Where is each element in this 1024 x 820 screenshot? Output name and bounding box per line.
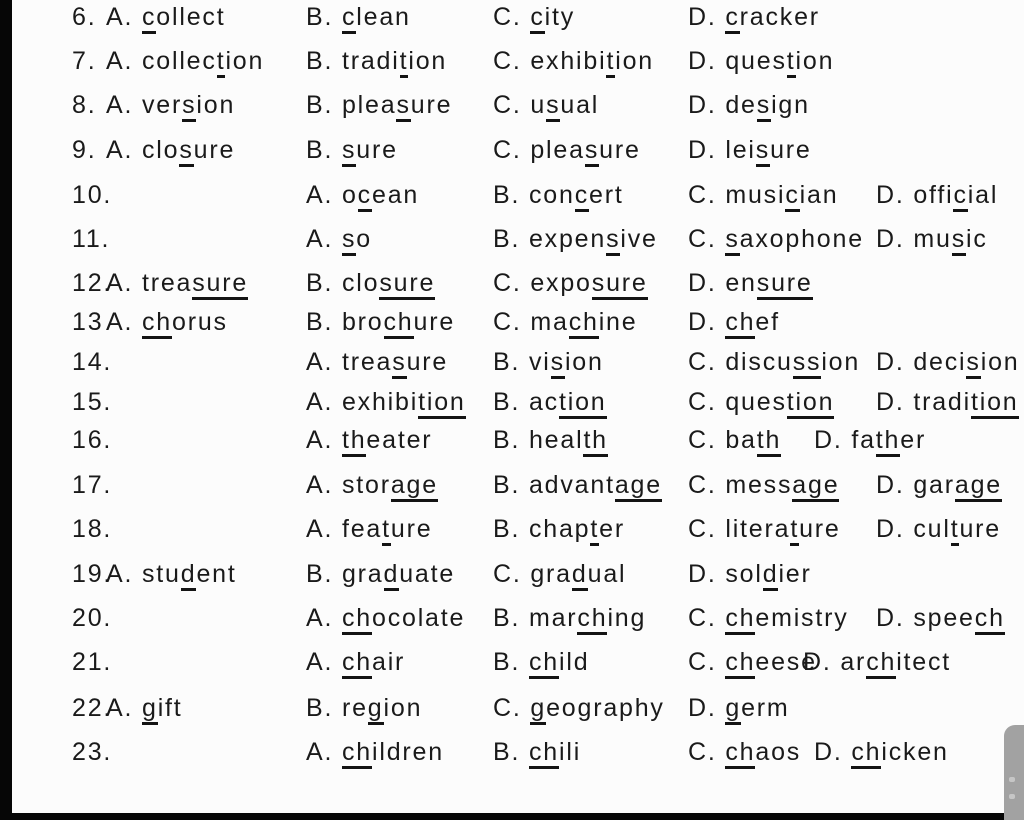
underlined-letters: th xyxy=(583,426,607,457)
underlined-letters: s xyxy=(966,348,980,379)
underlined-letters: ch xyxy=(342,648,372,679)
option-a: A. collect xyxy=(106,2,225,32)
option-d: D. music xyxy=(876,224,988,254)
option-c: C. geography xyxy=(493,693,665,723)
underlined-letters: th xyxy=(876,426,900,457)
underlined-letters: ch xyxy=(529,738,559,769)
underlined-letters: c xyxy=(342,3,356,34)
question-number: 18. xyxy=(72,515,113,543)
underlined-letters: s xyxy=(757,91,771,122)
underlined-letters: g xyxy=(142,694,158,725)
option-a: A. gift xyxy=(106,693,183,723)
underlined-letters: th xyxy=(342,426,366,457)
option-d: D. tradition xyxy=(876,387,1019,417)
option-a: A. treasure xyxy=(106,268,248,298)
option-c: C. exhibition xyxy=(493,46,654,76)
question-row xyxy=(0,559,1024,589)
option-b: B. sure xyxy=(306,135,398,165)
scroll-handle-dot-icon xyxy=(1009,794,1015,799)
underlined-letters: age xyxy=(955,471,1002,502)
underlined-letters: d xyxy=(181,560,197,591)
option-b: B. concert xyxy=(493,180,624,210)
underlined-letters: g xyxy=(368,694,384,725)
option-a: A. treasure xyxy=(306,347,448,377)
option-b: B. health xyxy=(493,425,608,455)
question-row xyxy=(0,737,1024,767)
option-d: D. soldier xyxy=(688,559,812,589)
underlined-letters: t xyxy=(787,47,796,78)
question-row xyxy=(0,514,1024,544)
question-number: 12. xyxy=(72,269,113,297)
question-number: 9. xyxy=(72,136,97,164)
question-number: 8. xyxy=(72,91,97,119)
option-d: D. garage xyxy=(876,470,1002,500)
underlined-letters: s xyxy=(546,91,560,122)
underlined-letters: d xyxy=(384,560,400,591)
underlined-letters: ch xyxy=(975,604,1005,635)
question-row xyxy=(0,693,1024,723)
underlined-letters: ch xyxy=(725,308,755,339)
option-b: B. region xyxy=(306,693,422,723)
question-row xyxy=(0,307,1024,337)
option-d: D. culture xyxy=(876,514,1001,544)
underlined-letters: t xyxy=(217,47,226,78)
option-a: A. storage xyxy=(306,470,438,500)
scroll-handle-dot-icon xyxy=(1009,777,1015,782)
question-number: 7. xyxy=(72,47,97,75)
option-b: B. brochure xyxy=(306,307,455,337)
option-d: D. official xyxy=(876,180,998,210)
question-number: 15. xyxy=(72,388,113,416)
option-b: B. tradition xyxy=(306,46,447,76)
option-a: A. exhibition xyxy=(306,387,466,417)
question-row xyxy=(0,347,1024,377)
underlined-letters: tion xyxy=(971,388,1019,419)
option-a: A. version xyxy=(106,90,235,120)
option-c: C. question xyxy=(688,387,834,417)
question-number: 22. xyxy=(72,694,113,722)
question-number: 23. xyxy=(72,738,113,766)
option-c: C. literature xyxy=(688,514,841,544)
underlined-letters: s xyxy=(952,225,966,256)
option-b: B. action xyxy=(493,387,607,417)
question-row xyxy=(0,603,1024,633)
option-b: B. child xyxy=(493,647,589,677)
question-row xyxy=(0,470,1024,500)
underlined-letters: tion xyxy=(418,388,466,419)
underlined-letters: s xyxy=(606,225,620,256)
question-number: 17. xyxy=(72,471,113,499)
option-c: C. exposure xyxy=(493,268,648,298)
underlined-letters: c xyxy=(358,181,372,212)
option-c: C. message xyxy=(688,470,839,500)
underlined-letters: c xyxy=(530,3,544,34)
underlined-letters: g xyxy=(725,694,741,725)
question-number: 14. xyxy=(72,348,113,376)
option-a: A. student xyxy=(106,559,237,589)
option-b: B. pleasure xyxy=(306,90,452,120)
underlined-letters: ch xyxy=(866,648,896,679)
underlined-letters: s xyxy=(551,348,565,379)
option-c: C. machine xyxy=(493,307,637,337)
option-b: B. chili xyxy=(493,737,581,767)
question-row xyxy=(0,268,1024,298)
underlined-letters: sure xyxy=(592,269,648,300)
option-c: C. pleasure xyxy=(493,135,641,165)
option-d: D. germ xyxy=(688,693,790,723)
underlined-letters: ch xyxy=(342,604,372,635)
left-border-bar xyxy=(0,0,12,820)
option-d: D. cracker xyxy=(688,2,820,32)
underlined-letters: c xyxy=(142,3,156,34)
option-b: B. marching xyxy=(493,603,646,633)
underlined-letters: d xyxy=(572,560,588,591)
question-number: 13 xyxy=(72,308,104,336)
option-a: A. ocean xyxy=(306,180,419,210)
underlined-letters: c xyxy=(785,181,799,212)
bottom-border-bar xyxy=(0,813,1024,820)
underlined-letters: sure xyxy=(379,269,435,300)
option-a: A. feature xyxy=(306,514,432,544)
underlined-letters: t xyxy=(400,47,409,78)
underlined-letters: th xyxy=(757,426,781,457)
underlined-letters: c xyxy=(575,181,589,212)
option-a: A. closure xyxy=(106,135,235,165)
underlined-letters: sure xyxy=(192,269,248,300)
option-b: B. closure xyxy=(306,268,435,298)
question-number: 21. xyxy=(72,648,113,676)
underlined-letters: t xyxy=(590,515,599,546)
underlined-letters: s xyxy=(756,136,770,167)
option-c: C. chemistry xyxy=(688,603,849,633)
underlined-letters: ch xyxy=(142,308,172,339)
option-a: A. theater xyxy=(306,425,432,455)
option-c: C. chaos xyxy=(688,737,801,767)
question-row xyxy=(0,135,1024,165)
underlined-letters: age xyxy=(391,471,438,502)
question-row xyxy=(0,387,1024,417)
underlined-letters: tion xyxy=(559,388,607,419)
question-row xyxy=(0,647,1024,677)
question-row xyxy=(0,46,1024,76)
option-b: B. expensive xyxy=(493,224,658,254)
underlined-letters: ch xyxy=(725,648,755,679)
option-b: B. graduate xyxy=(306,559,455,589)
question-number: 11. xyxy=(72,225,111,253)
option-c: C. bath xyxy=(688,425,781,455)
option-d: D. ensure xyxy=(688,268,813,298)
underlined-letters: sure xyxy=(757,269,813,300)
option-c: C. usual xyxy=(493,90,599,120)
option-b: B. chapter xyxy=(493,514,625,544)
underlined-letters: s xyxy=(182,91,196,122)
underlined-letters: ch xyxy=(851,738,881,769)
option-c: C. musician xyxy=(688,180,838,210)
underlined-letters: age xyxy=(792,471,839,502)
option-a: A. chocolate xyxy=(306,603,465,633)
option-c: C. gradual xyxy=(493,559,626,589)
underlined-letters: c xyxy=(725,3,739,34)
option-a: A. collection xyxy=(106,46,264,76)
underlined-letters: tion xyxy=(787,388,835,419)
question-row xyxy=(0,2,1024,32)
option-a: A. children xyxy=(306,737,444,767)
option-d: D. decision xyxy=(876,347,1020,377)
option-d: D. chicken xyxy=(814,737,949,767)
underlined-letters: ch xyxy=(529,648,559,679)
option-d: D. design xyxy=(688,90,810,120)
option-b: B. advantage xyxy=(493,470,662,500)
scroll-handle[interactable] xyxy=(1004,725,1024,820)
underlined-letters: s xyxy=(342,225,356,256)
underlined-letters: s xyxy=(342,136,356,167)
underlined-letters: g xyxy=(530,694,546,725)
underlined-letters: ch xyxy=(569,308,599,339)
option-c: C. saxophone xyxy=(688,224,864,254)
question-row xyxy=(0,180,1024,210)
option-a: A. chorus xyxy=(106,307,228,337)
underlined-letters: ch xyxy=(384,308,414,339)
question-number: 20. xyxy=(72,604,113,632)
question-row xyxy=(0,425,1024,455)
underlined-letters: age xyxy=(615,471,662,502)
option-c: C. city xyxy=(493,2,575,32)
question-number: 16. xyxy=(72,426,113,454)
option-b: B. vision xyxy=(493,347,604,377)
option-d: D. question xyxy=(688,46,834,76)
underlined-letters: ch xyxy=(577,604,607,635)
question-row xyxy=(0,224,1024,254)
option-b: B. clean xyxy=(306,2,411,32)
underlined-letters: ss xyxy=(793,348,822,379)
question-row xyxy=(0,90,1024,120)
underlined-letters: d xyxy=(763,560,779,591)
underlined-letters: ch xyxy=(725,604,755,635)
question-number: 6. xyxy=(72,3,97,31)
question-number: 10. xyxy=(72,181,113,209)
option-d: D. architect xyxy=(803,647,951,677)
underlined-letters: t xyxy=(606,47,615,78)
underlined-letters: ch xyxy=(725,738,755,769)
option-c: C. cheese xyxy=(688,647,817,677)
underlined-letters: s xyxy=(396,91,410,122)
underlined-letters: c xyxy=(953,181,967,212)
option-d: D. father xyxy=(814,425,926,455)
underlined-letters: t xyxy=(790,515,799,546)
option-d: D. leisure xyxy=(688,135,812,165)
option-d: D. chef xyxy=(688,307,780,337)
underlined-letters: s xyxy=(179,136,193,167)
question-number: 19. xyxy=(72,560,113,588)
underlined-letters: s xyxy=(392,348,406,379)
underlined-letters: t xyxy=(382,515,391,546)
underlined-letters: s xyxy=(725,225,739,256)
underlined-letters: s xyxy=(585,136,599,167)
underlined-letters: ch xyxy=(342,738,372,769)
option-a: A. so xyxy=(306,224,372,254)
underlined-letters: t xyxy=(951,515,960,546)
option-d: D. speech xyxy=(876,603,1005,633)
option-c: C. discussion xyxy=(688,347,860,377)
option-a: A. chair xyxy=(306,647,405,677)
